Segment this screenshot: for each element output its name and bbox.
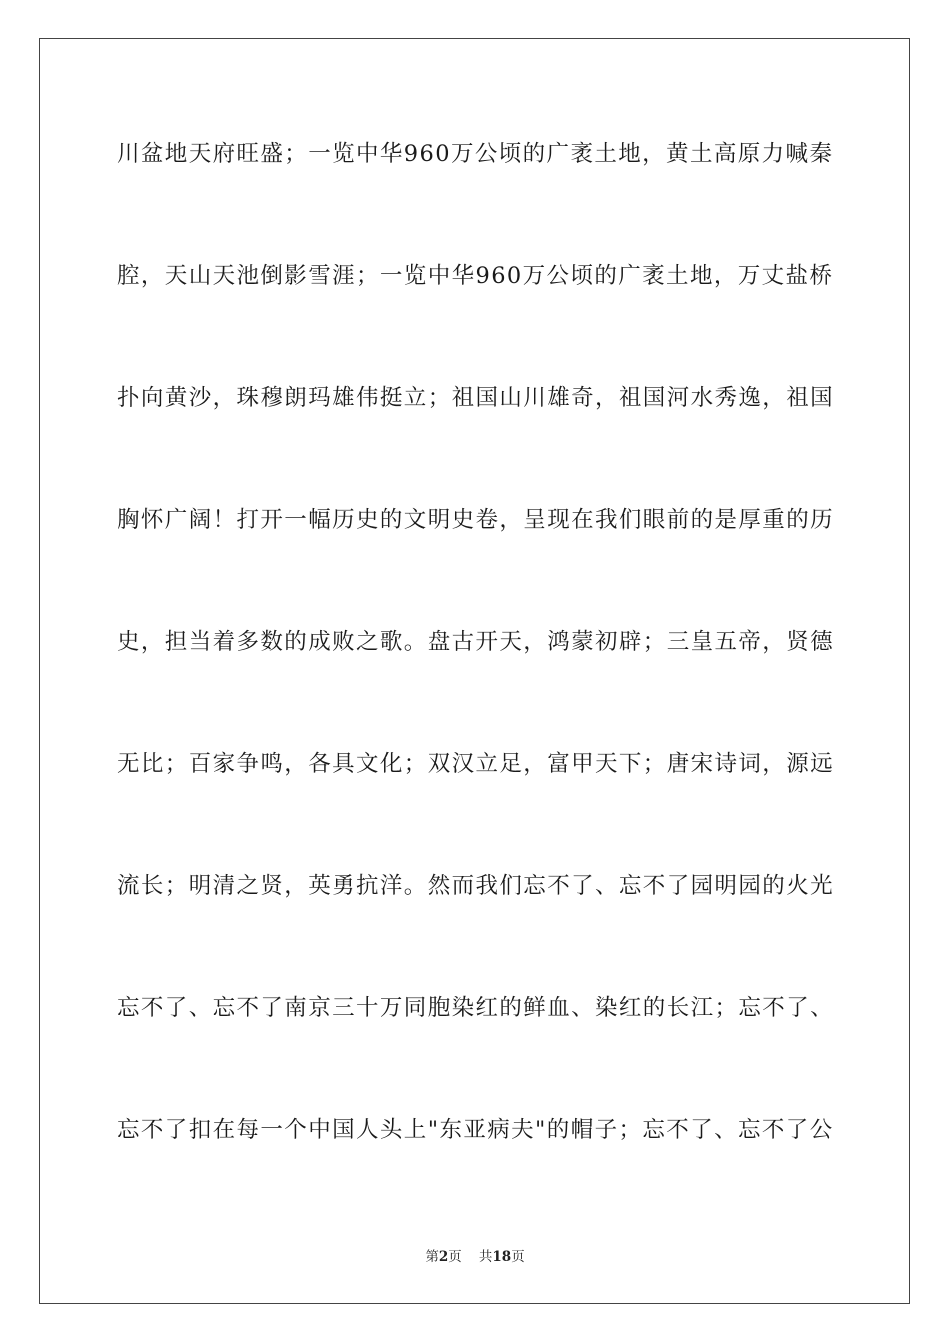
document-body — [117, 130, 837, 1228]
total-prefix: 共 — [478, 1249, 493, 1265]
text-line: 流长；明清之贤，英勇抗洋。然而我们忘不了、忘不了园明园的火光 — [117, 873, 835, 899]
page-number: 2 — [438, 1249, 449, 1265]
text-line: 忘不了扣在每一个中国人头上"东亚病夫"的帽子；忘不了、忘不了公 — [117, 1117, 834, 1143]
page-prefix: 第 — [425, 1249, 439, 1265]
text-line: 史，担当着多数的成败之歌。盘古开天，鸿蒙初辟；三皇五帝，贤德 — [117, 629, 835, 655]
page-suffix: 页 — [448, 1249, 462, 1265]
text-line: 胸怀广阔！打开一幅历史的文明史卷，呈现在我们眼前的是厚重的历 — [117, 507, 835, 533]
text-line: 川盆地天府旺盛；一览中华960万公顷的广袤土地，黄土高原力喊秦 — [117, 141, 834, 167]
total-pages: 18 — [492, 1249, 512, 1265]
text-line: 扑向黄沙，珠穆朗玛雄伟挺立；祖国山川雄奇，祖国河水秀逸，祖国 — [117, 385, 835, 411]
text-line: 腔，天山天池倒影雪涯；一览中华960万公顷的广袤土地，万丈盐桥 — [117, 263, 834, 289]
total-suffix: 页 — [511, 1249, 525, 1265]
text-line: 忘不了、忘不了南京三十万同胞染红的鲜血、染红的长江；忘不了、 — [117, 995, 835, 1021]
text-line: 无比；百家争鸣，各具文化；双汉立足，富甲天下；唐宋诗词，源远 — [117, 751, 835, 777]
page-footer — [0, 1245, 950, 1265]
